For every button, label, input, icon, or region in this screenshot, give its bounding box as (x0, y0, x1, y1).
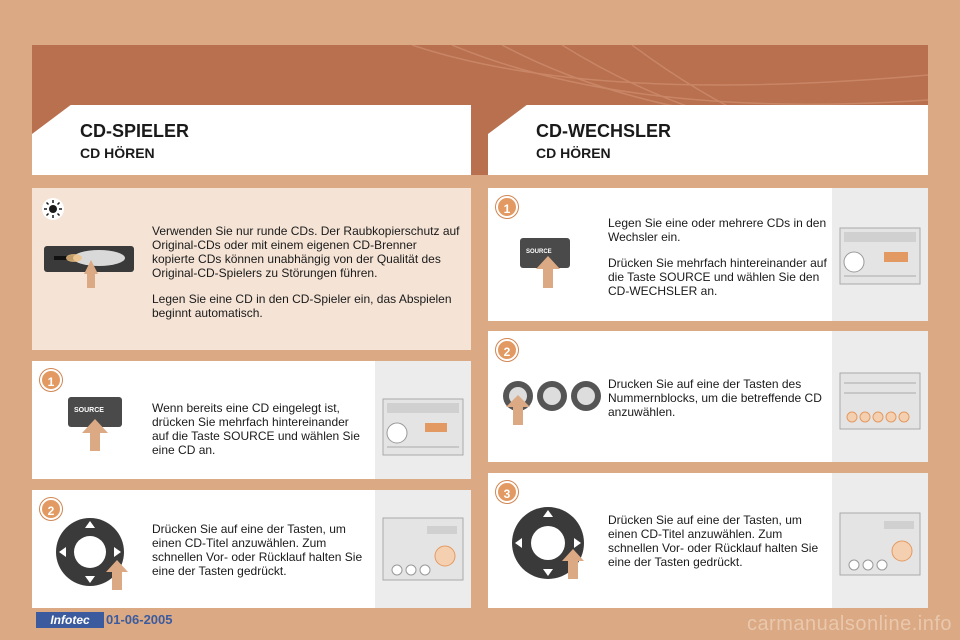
left-step-2-text: Drücken Sie auf eine der Tasten, um einen CD-Titel anzuwählen. Zum schnellen Vor- oder Rücklauf halten Sie eine der Tasten gedrückt. (152, 522, 363, 578)
source-button-label: SOURCE (526, 249, 552, 255)
step-number-badge: 1 (40, 369, 62, 391)
watermark: carmanualsonline.info (746, 613, 952, 635)
arrow-up-icon (106, 560, 128, 590)
right-step-2-panel (488, 331, 928, 462)
infotec-logo: Infotec (36, 612, 104, 628)
radio-thumbnail (832, 188, 928, 321)
right-step-1-paragraph-2: Drücken Sie mehrfach hintereinander auf die Taste SOURCE und wählen Sie den CD-WECHSLER an. (608, 256, 827, 298)
step-number-badge: 3 (496, 481, 518, 503)
step-number-badge: 2 (40, 498, 62, 520)
info-paragraph-2: Legen Sie eine CD in den CD-Spieler ein, das Abspielen beginnt automatisch. (152, 292, 452, 320)
right-step-3-panel (488, 473, 928, 608)
page-title-cd-player: CD-SPIELER (80, 121, 190, 141)
step-number-badge: 1 (496, 196, 518, 218)
source-button-label: SOURCE (74, 407, 104, 414)
right-step-1-paragraph-1: Legen Sie eine oder mehrere CDs in den Wechsler ein. (608, 216, 827, 244)
header-cd-changer (488, 105, 928, 175)
radio-thumbnail (832, 331, 928, 462)
page-title-cd-changer: CD-WECHSLER (536, 121, 671, 141)
page-subtitle-cd-changer: CD HÖREN (536, 145, 611, 161)
cd-slot-illustration (44, 240, 134, 290)
arrow-up-icon (82, 419, 108, 451)
arrow-up-icon (562, 549, 584, 579)
right-step-1-text (608, 216, 828, 298)
radio-thumbnail (832, 473, 928, 608)
info-paragraph-1: Verwenden Sie nur runde CDs. Der Raubkopierschutz auf Original-CDs oder mit einem eigenen CD-Brenner kopierte CDs können unabhängig von der Qualität des Original-CD-Spielers zu Störungen führen. (152, 224, 460, 280)
info-text (152, 224, 462, 320)
radio-thumbnail (375, 361, 471, 479)
page-subtitle-cd-player: CD HÖREN (80, 145, 155, 161)
arrow-up-icon (506, 395, 530, 425)
sun-icon (42, 198, 64, 220)
right-step-2-text: Drucken Sie auf eine der Tasten des Nummernblocks, um die betreffende CD anzuwählen. (608, 377, 822, 419)
arrow-up-icon (536, 256, 560, 288)
header-cd-player (32, 105, 471, 175)
right-step-3-text: Drücken Sie auf eine der Tasten, um einen CD-Titel anzuwählen. Zum schnellen Vor- oder Rücklauf halten Sie eine der Tasten gedrückt. (608, 513, 819, 569)
publication-date: 01-06-2005 (106, 612, 173, 627)
left-step-1-text: Wenn bereits eine CD eingelegt ist, drücken Sie mehrfach hintereinander auf die Taste SOURCE und wählen Sie eine CD an. (152, 401, 360, 457)
right-step-1-panel (488, 188, 928, 321)
radio-thumbnail (375, 490, 471, 608)
left-step-2-panel (32, 490, 471, 608)
info-panel (32, 188, 471, 350)
step-number-badge: 2 (496, 339, 518, 361)
left-step-1-panel (32, 361, 471, 479)
